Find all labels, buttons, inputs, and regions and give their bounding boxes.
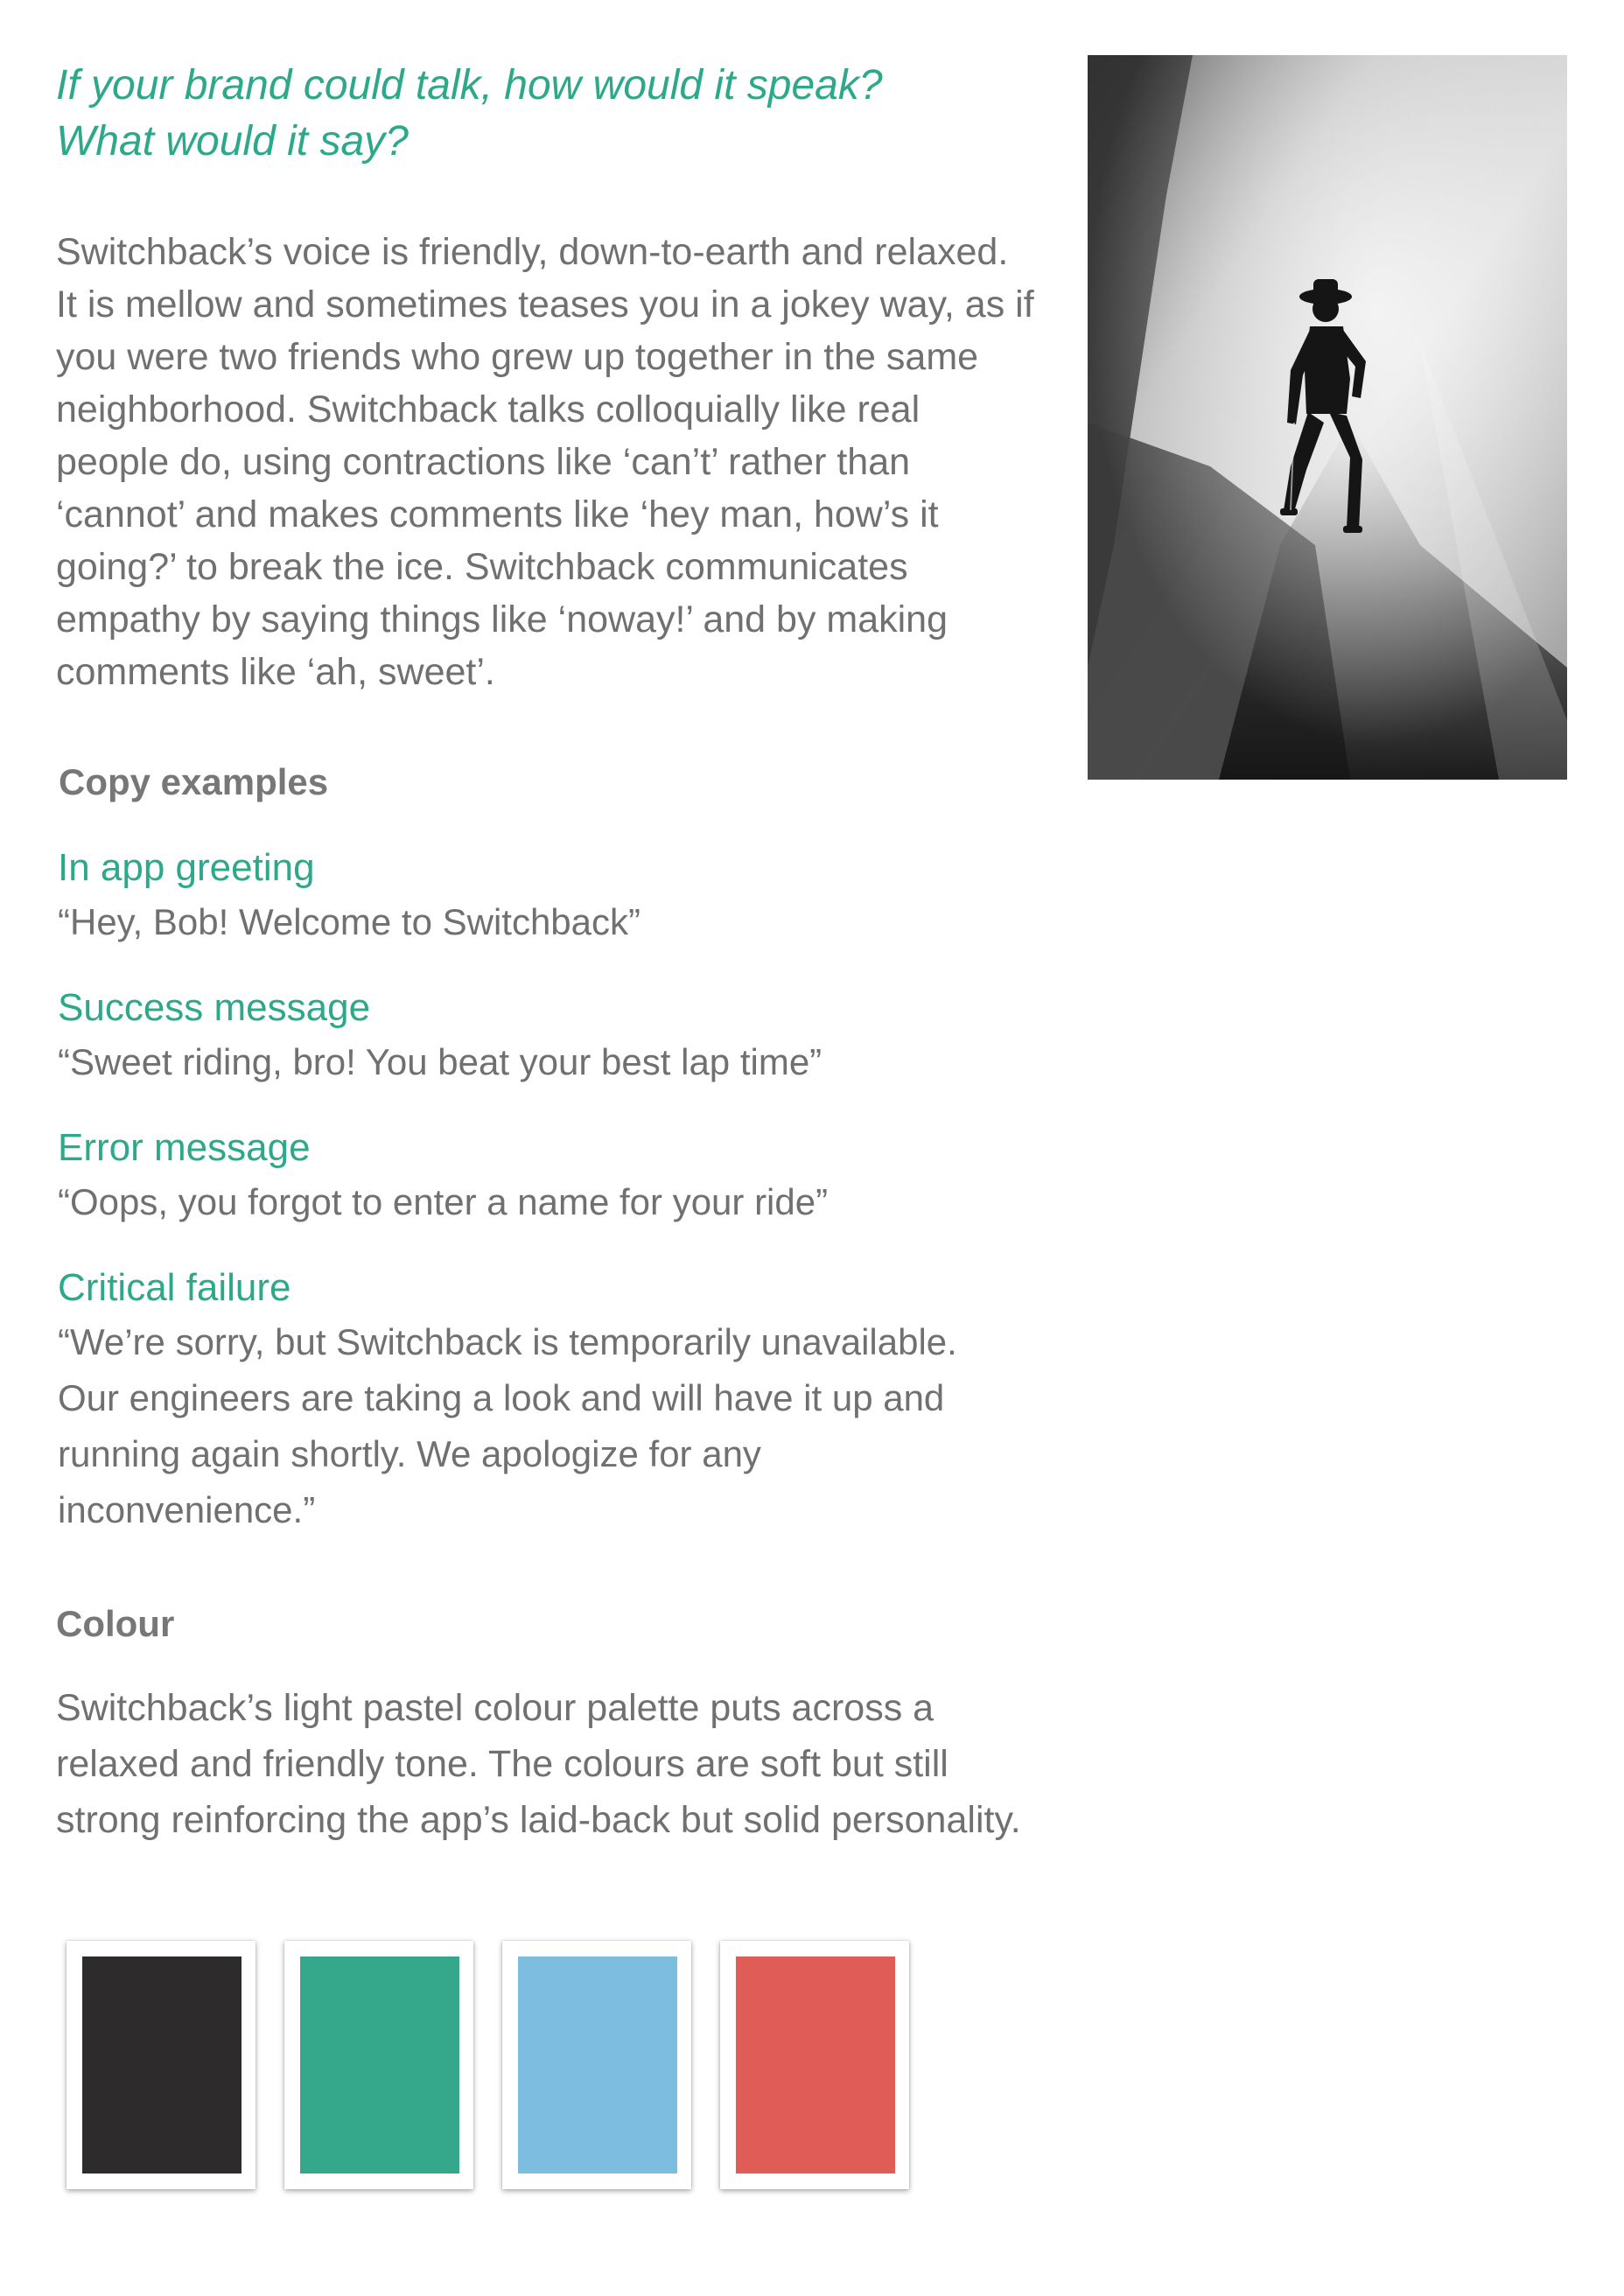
headline-line-2: What would it say? — [56, 118, 409, 164]
example-in-app-greeting — [58, 842, 1038, 950]
hiker-photo — [1088, 55, 1567, 780]
example-success-message — [58, 982, 1038, 1090]
example-text: “Sweet riding, bro! You beat your best lap time” — [58, 1041, 822, 1082]
example-label: Success message — [58, 986, 371, 1029]
example-text: “Hey, Bob! Welcome to Switchback” — [58, 901, 641, 942]
example-error-message — [58, 1122, 1038, 1230]
colour-swatch — [284, 1941, 473, 2189]
copy-examples-title: Copy examples — [59, 761, 329, 802]
headline-line-1: If your brand could talk, how would it speak? — [56, 62, 883, 108]
example-label: Critical failure — [58, 1266, 291, 1309]
colour-swatch — [66, 1941, 256, 2189]
swatch-fill — [736, 1956, 895, 2174]
colour-swatch — [720, 1941, 909, 2189]
example-text: “We’re sorry, but Switchback is temporarily unavailable. Our engineers are taking a look and will have it up and running again shortly. We apologize for any inconvenience.” — [58, 1321, 957, 1530]
example-label: Error message — [58, 1126, 311, 1169]
example-label: In app greeting — [58, 846, 315, 889]
colour-description: Switchback’s light pastel colour palette puts across a relaxed and friendly tone. The colours are soft but still strong reinforcing the app’s laid-back but solid personality. — [56, 1687, 1021, 1841]
colour-swatch — [502, 1941, 691, 2189]
swatch-fill — [300, 1956, 459, 2174]
swatch-fill — [518, 1956, 677, 2174]
example-critical-failure — [58, 1262, 1020, 1538]
colour-title: Colour — [56, 1603, 175, 1644]
headline — [56, 58, 1018, 170]
swatch-fill — [82, 1956, 242, 2174]
voice-description: Switchback’s voice is friendly, down-to-earth and relaxed. It is mellow and sometimes teases you in a jokey way, as if you were two friends who grew up together in the same neighborhood. Switchback talks colloquially like real people do, using contractions like ‘can’t’ rather than ‘cannot’ and makes comments like ‘hey man, how’s it going?’ to break the ice. Switchback communicates empathy by saying things like ‘noway!’ and by making comments like ‘ah, sweet’. — [56, 231, 1034, 693]
example-text: “Oops, you forgot to enter a name for your ride” — [58, 1181, 829, 1222]
hiker-photo-illustration — [1088, 55, 1567, 780]
